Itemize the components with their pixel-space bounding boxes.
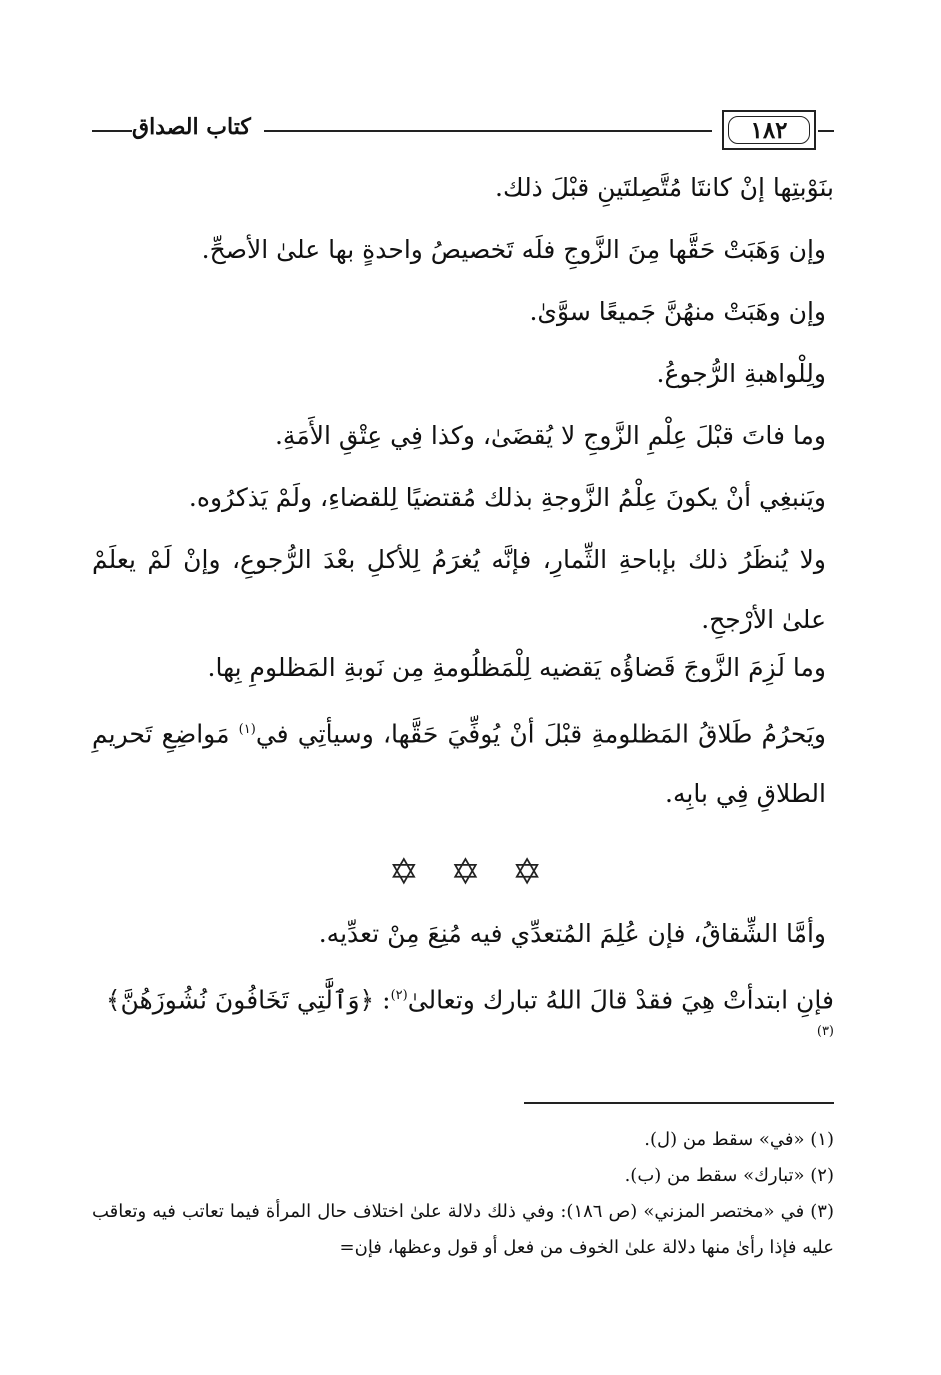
paragraph-1: بنَوْبتِها إنْ كانتَا مُتَّصِلتَينِ قبْلَ ذلك. [495,173,834,202]
paragraph-11-text: فإنِ ابتدأتْ هِيَ فقدْ قالَ اللهُ تبارك وتعالىٰ [407,985,834,1015]
page-number: ١٨٢ [728,116,810,144]
main-text [92,172,834,854]
footnote-ref-1: (١) [238,722,256,737]
footnote-2: (٢) «تبارك» سقط من (ب). [624,1165,834,1186]
footnote-3: (٣) في «مختصر المزني» (ص ١٨٦): وفي ذلك دلالة علىٰ اختلاف حال المرأة فيما تعاتب فيه وتعاقب عليه فإذا رأىٰ منها دلالة علىٰ الخوف من فعل أو قول وعظها، فإن= [92,1201,834,1258]
paragraph-8: وما لَزِمَ الزَّوجَ قَضاؤُه يَقضيه لِلْمَظلُومةِ مِن نَوبةِ المَظلومِ بِها. [207,653,826,682]
footnote-ref-2: (٢) [390,988,408,1003]
paragraph-6: ويَنبغِي أنْ يكونَ عِلْمُ الزَّوجةِ بذلك مُقتضيًا لِلقضاءِ، ولَمْ يَذكرُوه. [188,483,826,512]
page-header [92,110,834,152]
paragraph-9 [92,700,834,824]
footnotes [92,1122,834,1266]
page-number-frame [722,110,816,150]
footnote-rule [524,1102,834,1104]
header-rule-left-short [92,130,132,132]
paragraph-9-text: ويَحرُمُ طَلاقُ المَظلومةِ قبْلَ أنْ يُوفِّيَ حَقَّها، وسيأتِي في [255,719,826,749]
quran-quote: : ﴿وَٱلَّٰتِي تَخَافُونَ نُشُوزَهُنَّ﴾ [105,985,391,1015]
paragraph-7: ولا يُنظَرُ ذلك بإباحةِ الثِّمارِ، فإنَّه يُغرَمُ لِلأكلِ بعْدَ الرُّجوعِ، وإنْ لَمْ يعلَمْ علىٰ الأرْجحِ. [92,545,826,634]
footnote-ref-3: (٣) [816,1024,834,1040]
paragraph-10: وأمَّا الشِّقاقُ، فإن عُلِمَ المُتعدِّي فيه مُنِعَ مِنْ تعدِّيه. [318,919,826,948]
section-text [92,918,834,1083]
running-title: كتاب الصداق [132,114,251,140]
paragraph-4: ولِلْواهبةِ الرُّجوعُ. [656,359,826,388]
paragraph-5: وما فاتَ قبْلَ عِلْمِ الزَّوجِ لا يُقضَىٰ، وكذا فِي عِتْقِ الأَمَةِ. [274,421,826,450]
paragraph-9-text-end: مَواضِعِ تَحريمِ الطلاقِ فِي بابِه. [92,719,826,809]
section-separator-stars: ✡ ✡ ✡ [388,852,553,893]
header-rule-middle [264,130,712,132]
paragraph-2: وإن وَهَبَتْ حَقَّها مِنَ الزَّوجِ فلَه تَخصيصُ واحدةٍ بها علىٰ الأصحِّ. [201,235,826,264]
footnote-1: (١) «في» سقط من (ل). [644,1129,834,1150]
paragraph-11 [92,980,834,1053]
header-rule-right-short [818,130,834,132]
paragraph-3: وإن وهَبَتْ منهُنَّ جَميعًا سوَّىٰ. [529,297,826,326]
